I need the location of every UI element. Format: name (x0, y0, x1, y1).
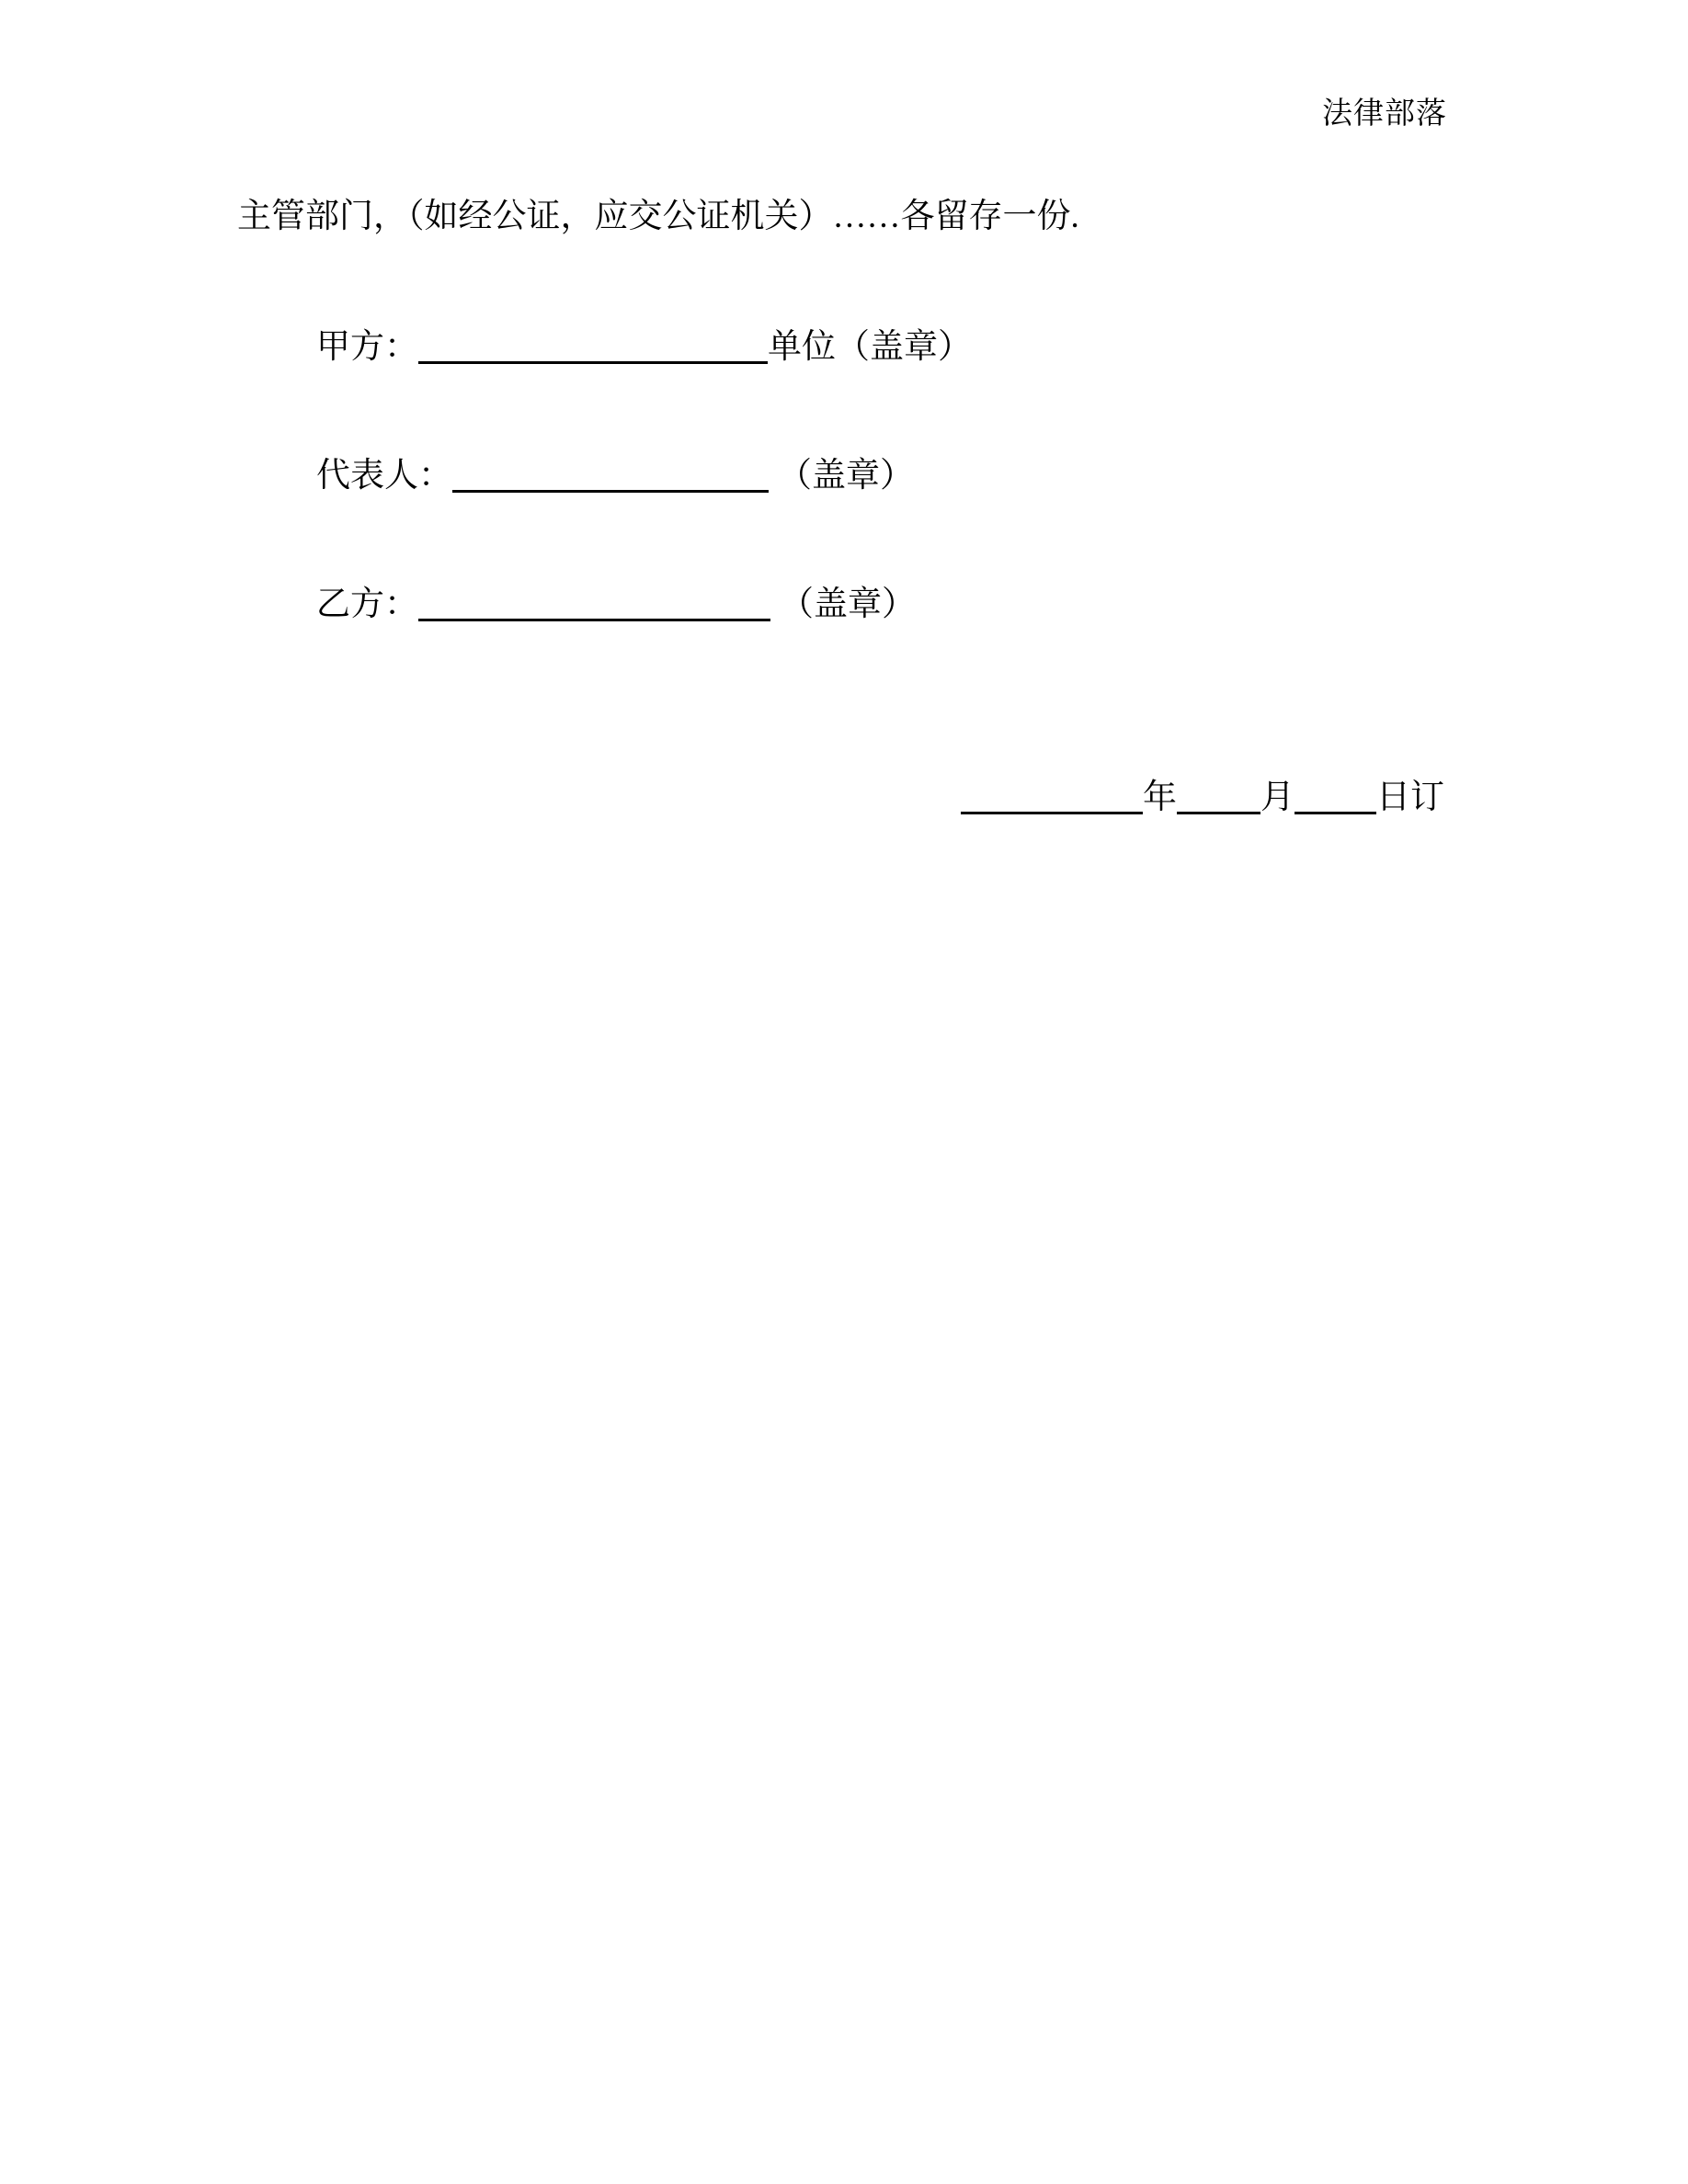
party-b-line (316, 586, 916, 624)
intro-paragraph: 主管部门，（如经公证，应交公证机关）……各留存一份. (237, 198, 1079, 235)
representative-label: 代表人： (316, 457, 452, 495)
date-month-blank-field[interactable] (1177, 787, 1260, 814)
date-line (961, 779, 1444, 817)
date-month-label: 月 (1260, 779, 1295, 816)
date-year-blank-field[interactable] (961, 787, 1143, 814)
date-year-label: 年 (1143, 779, 1177, 816)
page-watermark: 法律部落 (1322, 97, 1447, 131)
party-a-suffix: 单位（盖章） (768, 328, 972, 366)
party-b-blank-field[interactable] (418, 594, 770, 621)
representative-line (316, 458, 914, 495)
party-a-blank-field[interactable] (418, 336, 768, 364)
party-a-label: 甲方： (316, 328, 418, 366)
representative-blank-field[interactable] (452, 465, 769, 493)
party-b-label: 乙方： (316, 586, 418, 623)
party-a-line (316, 329, 972, 367)
date-day-blank-field[interactable] (1295, 787, 1376, 814)
representative-suffix: （盖章） (778, 457, 914, 495)
party-b-suffix: （盖章） (780, 586, 916, 623)
date-day-label: 日订 (1376, 779, 1444, 816)
